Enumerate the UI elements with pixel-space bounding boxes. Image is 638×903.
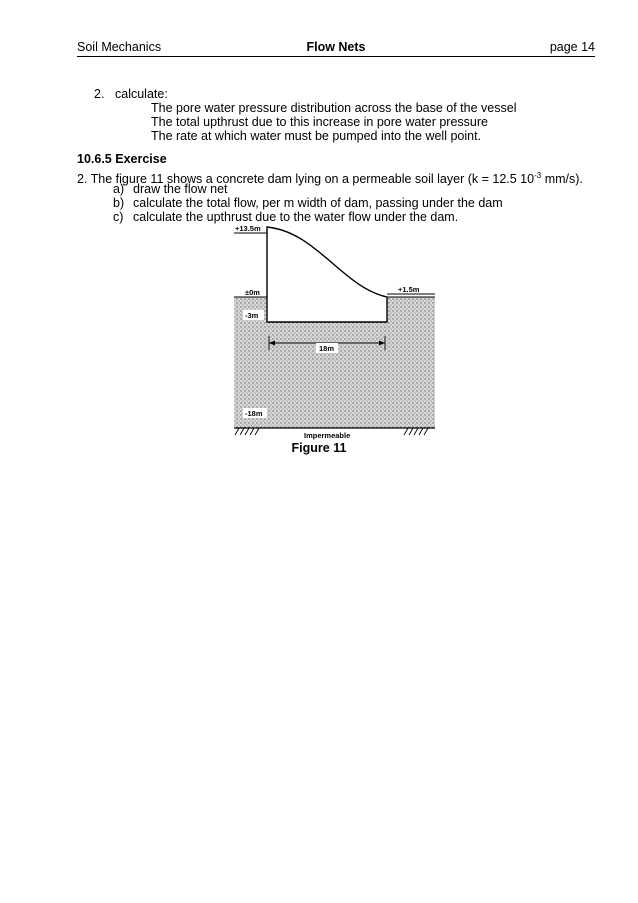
exercise-item-c-letter: c) <box>113 210 124 224</box>
section-heading <box>77 152 167 167</box>
exercise-intro-text: 2. The figure 11 shows a concrete dam lying on a permeable soil layer (k = 12.5 10 <box>77 172 535 187</box>
exercise-item-a-letter: a) <box>113 182 125 196</box>
exercise-item-a-text: draw the flow net <box>133 182 228 196</box>
item-2-line-2: The total upthrust due to this increase in pore water pressure <box>151 115 488 129</box>
exercise-intro-unit: mm/s). <box>541 172 583 187</box>
label-bottom-level: -18m <box>245 409 263 418</box>
exercise-item-c-text: calculate the upthrust due to the water flow under the dam. <box>133 210 459 224</box>
label-dam-width: 18m <box>319 344 335 353</box>
item-2-line-1: The pore water pressure distribution across the base of the vessel <box>151 101 517 115</box>
exercise-item-b-letter: b) <box>113 196 125 210</box>
label-impermeable: Impermeable <box>304 431 351 440</box>
impermeable-hatching-left <box>235 428 259 435</box>
dam-figure <box>232 222 437 440</box>
impermeable-hatching-right <box>404 428 428 435</box>
exercise-item-b-text: calculate the total flow, per m width of dam, passing under the dam <box>133 196 503 210</box>
label-tailwater-level: +1.5m <box>398 285 420 294</box>
label-base-level: -3m <box>245 311 259 320</box>
exercise-intro-exponent: -3 <box>534 171 542 180</box>
header-chapter-title: Flow Nets <box>306 40 366 54</box>
item-2-number: 2. <box>94 87 105 101</box>
concrete-dam <box>267 227 387 322</box>
label-ground-level: ±0m <box>245 288 260 297</box>
section-title: Exercise <box>115 152 167 166</box>
item-2-label: calculate: <box>115 87 168 101</box>
item-2-line-3: The rate at which water must be pumped into the well point. <box>151 129 482 143</box>
header-page-number: page 14 <box>549 40 595 54</box>
section-number: 10.6.5 <box>77 152 112 166</box>
header-course-title: Soil Mechanics <box>77 40 162 54</box>
label-upstream-level: +13.5m <box>235 224 261 233</box>
figure-caption: Figure 11 <box>291 441 347 455</box>
dam-diagram <box>232 222 437 440</box>
page-header <box>77 38 595 57</box>
